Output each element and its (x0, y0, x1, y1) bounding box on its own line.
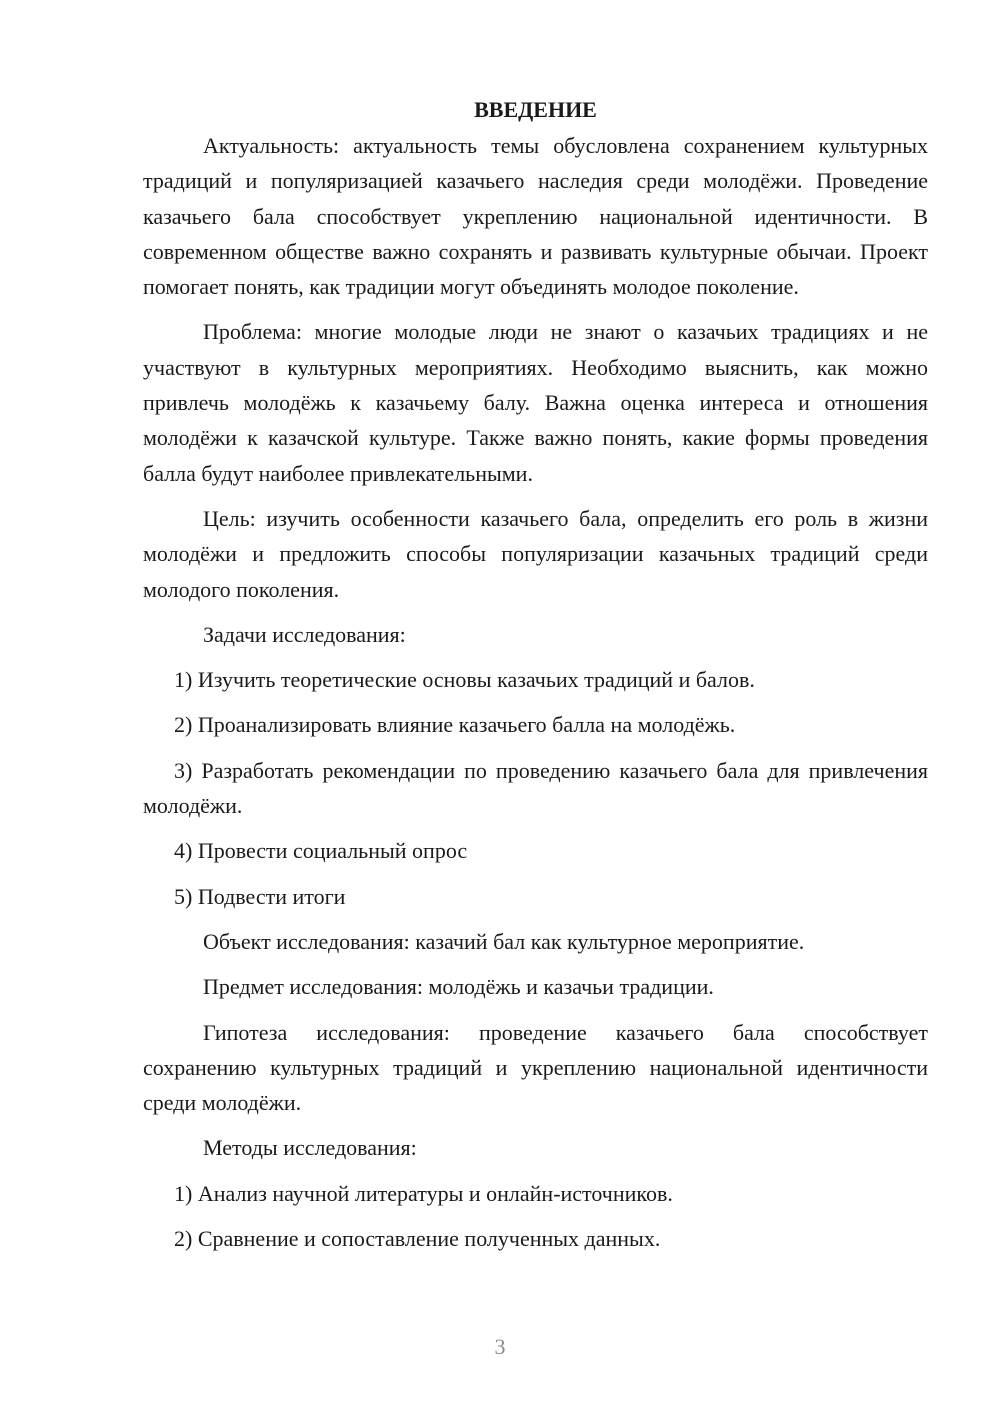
page-number: 3 (494, 1334, 506, 1359)
paragraph-object: Объект исследования: казачий бал как культурное мероприятие. (203, 928, 805, 954)
paragraph-problem: Проблема: многие молодые люди не знают о казачьих традициях и не участвуют в культурных мероприятиях. Необходимо выяснить, как можно привлечь молодёжь к казачьему балу. Важна оценка интереса и отношения молодёжи к казачской культуре. Также важно понять, какие формы проведения балла будут наиболее привлекательными. (143, 319, 928, 486)
task-item: 3) Разработать рекомендации по проведению казачьего бала для привлечения молодёжи. (143, 757, 928, 819)
methods-heading: Методы исследования: (203, 1135, 417, 1161)
task-item: 5) Подвести итоги (174, 883, 346, 909)
paragraph-hypothesis: Гипотеза исследования: проведение казачьего бала способствует сохранению культурных традиций и укреплению национальной идентичности среди молодёжи. (143, 1019, 928, 1116)
task-item: 4) Провести социальный опрос (174, 838, 468, 864)
tasks-heading: Задачи исследования: (203, 621, 406, 647)
paragraph-goal: Цель: изучить особенности казачьего бала, определить его роль в жизни молодёжи и предложить способы популяризации казачьных традиций среди молодого поколения. (143, 505, 928, 602)
section-title: ВВЕДЕНИЕ (474, 97, 597, 122)
method-item: 2) Сравнение и сопоставление полученных данных. (174, 1226, 661, 1252)
paragraph-subject: Предмет исследования: молодёжь и казачьи традиции. (203, 974, 714, 1000)
document-page (143, 92, 928, 1266)
method-item: 1) Анализ научной литературы и онлайн-источников. (174, 1180, 673, 1206)
task-item: 2) Проанализировать влияние казачьего балла на молодёжь. (174, 712, 736, 738)
paragraph-relevance: Актуальность: актуальность темы обусловлена сохранением культурных традиций и популяризацией казачьего наследия среди молодёжи. Проведение казачьего бала способствует укреплению национальной идентичности. В современном обществе важно сохранять и развивать культурные обычаи. Проект помогает понять, как традиции могут объединять молодое поколение. (143, 133, 928, 300)
task-item: 1) Изучить теоретические основы казачьих традиций и балов. (174, 667, 755, 693)
